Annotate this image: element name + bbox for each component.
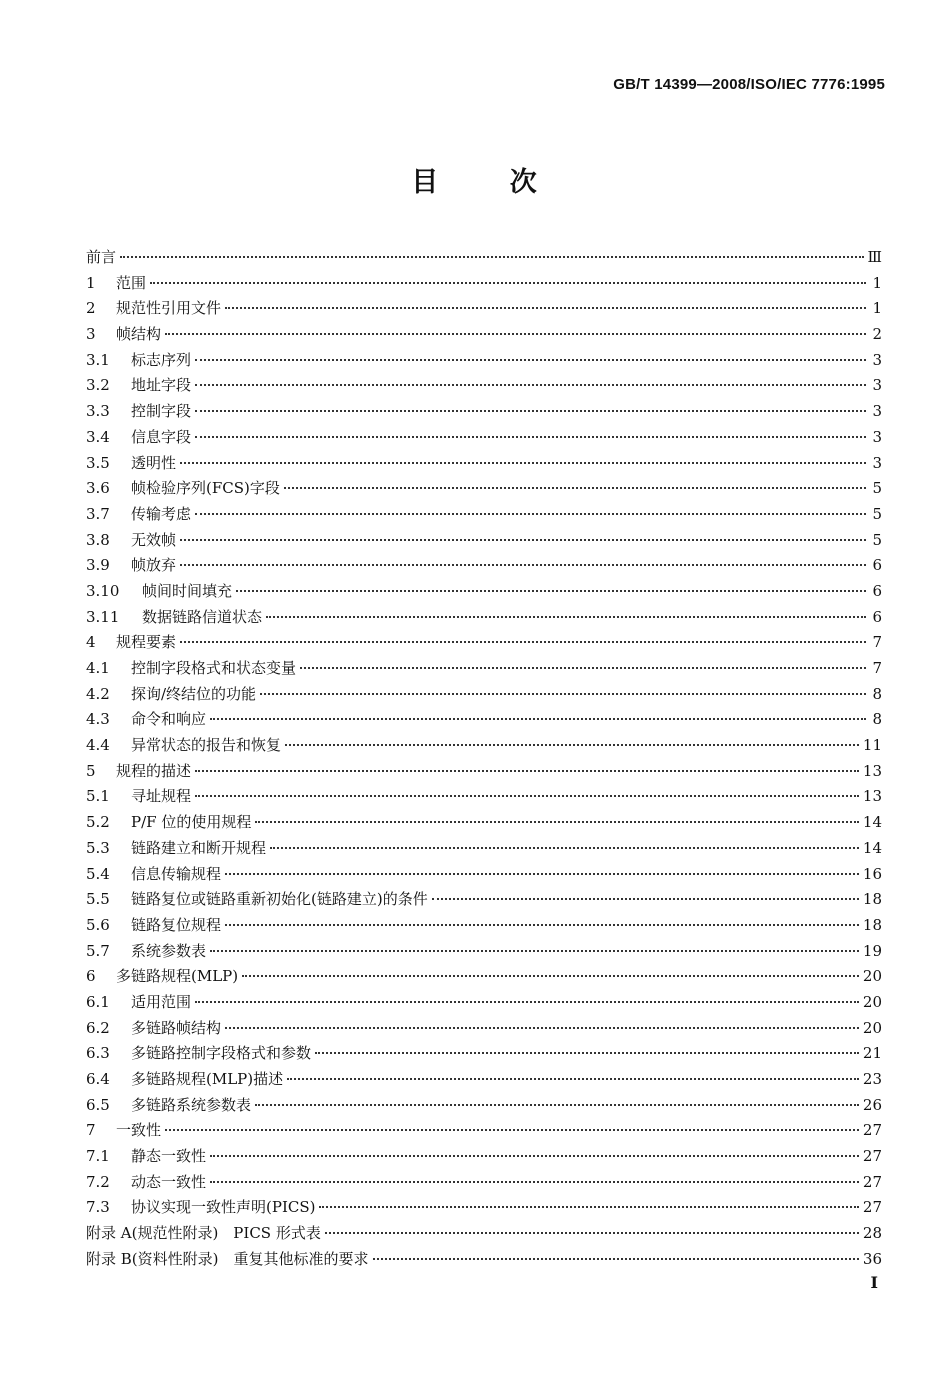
toc-leader-dots <box>260 693 866 695</box>
toc-leader-dots <box>165 1129 859 1131</box>
toc-entry-label: 多链路控制字段格式和参数 <box>131 1044 312 1063</box>
toc-entry-label: 链路复位或链路重新初始化(链路建立)的条件 <box>131 890 428 909</box>
toc-leader-dots <box>195 513 866 515</box>
toc-entry-label: 数据链路信道状态 <box>142 607 263 626</box>
toc-entry-label: 帧放弃 <box>131 556 177 575</box>
toc-entry[interactable] <box>86 502 882 528</box>
toc-entry-label: 适用范围 <box>131 992 192 1011</box>
toc-entry-label: 标志序列 <box>131 350 192 369</box>
toc-leader-dots <box>120 256 864 258</box>
toc-entry-number: 5.4 <box>86 864 110 883</box>
toc-entry-number: 3.1 <box>86 350 110 369</box>
toc-entry-number: 5.3 <box>86 838 110 857</box>
toc-entry-page: 3 <box>872 402 882 421</box>
toc-entry-page: Ⅲ <box>867 248 882 266</box>
toc-entry[interactable] <box>86 810 882 836</box>
toc-entry-page: 18 <box>862 890 882 909</box>
toc-entry-page: 3 <box>872 453 882 472</box>
toc-leader-dots <box>210 1155 859 1157</box>
toc-leader-dots <box>325 1232 859 1234</box>
toc-entry[interactable] <box>86 425 882 451</box>
toc-entry-number: 7.2 <box>86 1172 110 1191</box>
toc-entry-number: 6.2 <box>86 1018 110 1037</box>
toc-entry-page: 1 <box>872 299 882 318</box>
toc-leader-dots <box>266 616 866 618</box>
toc-entry-label: 多链路帧结构 <box>131 1018 222 1037</box>
toc-entry-label: 多链路系统参数表 <box>131 1095 252 1114</box>
toc-entry-page: 26 <box>862 1095 882 1114</box>
toc-leader-dots <box>195 795 859 797</box>
toc-entry[interactable] <box>86 451 882 477</box>
toc-entry[interactable] <box>86 836 882 862</box>
toc-entry-number: 6 <box>86 967 96 986</box>
toc-entry-page: 21 <box>862 1044 882 1063</box>
toc-entry[interactable] <box>86 990 882 1016</box>
toc-leader-dots <box>150 282 866 284</box>
toc-leader-dots <box>225 1027 859 1029</box>
toc-entry-number: 1 <box>86 273 96 292</box>
toc-entry-number: 3.6 <box>86 479 110 498</box>
toc-entry[interactable] <box>86 939 882 965</box>
toc-entry-number: 5 <box>86 761 96 780</box>
toc-entry[interactable] <box>86 1221 882 1247</box>
toc-entry-page: 16 <box>862 864 882 883</box>
toc-entry-number: 7.3 <box>86 1198 110 1217</box>
toc-entry-page: 3 <box>872 376 882 395</box>
toc-leader-dots <box>195 384 866 386</box>
toc-entry[interactable] <box>86 1016 882 1042</box>
toc-leader-dots <box>373 1258 859 1260</box>
toc-entry-label: 透明性 <box>131 453 177 472</box>
toc-entry-number: 6.3 <box>86 1044 110 1063</box>
toc-entry[interactable] <box>86 399 882 425</box>
page-title: 目 次 <box>411 167 539 198</box>
toc-entry-number: 4.1 <box>86 659 110 677</box>
toc-entry-page: 5 <box>872 504 882 523</box>
toc-entry-page: 6 <box>872 607 882 626</box>
toc-entry-label: 前言 <box>86 248 117 266</box>
toc-entry[interactable] <box>86 759 882 785</box>
toc-entry-label: 链路复位规程 <box>131 915 222 934</box>
toc-entry-number: 3.5 <box>86 453 110 472</box>
toc-entry-page: 27 <box>862 1147 882 1166</box>
toc-entry-label: 附录 B(资料性附录) 重复其他标准的要求 <box>86 1249 369 1268</box>
toc-entry-page: 36 <box>862 1249 882 1268</box>
toc-entry-label: 附录 A(规范性附录) PICS 形式表 <box>86 1224 321 1243</box>
toc-entry-page: 8 <box>872 710 882 729</box>
toc-leader-dots <box>255 821 859 823</box>
toc-entry-number: 3.10 <box>86 581 120 600</box>
toc-leader-dots <box>236 590 866 592</box>
toc-entry[interactable] <box>86 1067 882 1093</box>
toc-entry[interactable] <box>86 862 882 888</box>
toc-entry-number: 3.3 <box>86 402 110 421</box>
toc-entry-label: 一致性 <box>116 1121 162 1140</box>
toc-entry[interactable] <box>86 964 882 990</box>
toc-entry-number: 5.1 <box>86 787 110 806</box>
toc-leader-dots <box>225 924 859 926</box>
toc-leader-dots <box>210 718 866 720</box>
toc-entry-label: 命令和响应 <box>131 710 207 729</box>
toc-entry-label: 链路建立和断开规程 <box>131 838 267 857</box>
toc-entry-label: 地址字段 <box>131 376 192 395</box>
toc-entry-number: 4.3 <box>86 710 110 729</box>
table-of-contents <box>86 245 882 1273</box>
toc-entry-number: 4 <box>86 633 96 652</box>
toc-leader-dots <box>180 539 866 541</box>
toc-leader-dots <box>180 641 866 643</box>
toc-entry-number: 7.1 <box>86 1147 110 1166</box>
toc-entry-page: 8 <box>872 684 882 703</box>
toc-leader-dots <box>242 975 859 977</box>
toc-entry[interactable] <box>86 605 882 631</box>
toc-entry-number: 2 <box>86 299 96 318</box>
toc-entry[interactable] <box>86 1144 882 1170</box>
toc-entry-number: 3.7 <box>86 504 110 523</box>
toc-entry-label: 控制字段 <box>131 402 192 421</box>
toc-entry-label: 信息字段 <box>131 427 192 446</box>
toc-entry-number: 5.7 <box>86 941 110 960</box>
toc-leader-dots <box>255 1104 859 1106</box>
toc-entry-number: 3.2 <box>86 376 110 395</box>
toc-entry-number: 7 <box>86 1121 96 1140</box>
toc-entry-label: 规范性引用文件 <box>116 299 222 318</box>
toc-entry-page: 23 <box>862 1070 882 1088</box>
toc-entry[interactable] <box>86 707 882 733</box>
toc-entry-number: 4.4 <box>86 736 110 755</box>
toc-entry-label: 异常状态的报告和恢复 <box>131 736 282 755</box>
toc-entry[interactable] <box>86 733 882 759</box>
toc-entry-page: 3 <box>872 350 882 369</box>
toc-leader-dots <box>284 487 866 489</box>
toc-entry-number: 3.4 <box>86 427 110 446</box>
toc-entry-page: 27 <box>862 1172 882 1191</box>
toc-leader-dots <box>180 462 866 464</box>
toc-entry-page: 5 <box>872 530 882 549</box>
toc-entry-label: 探询/终结位的功能 <box>131 684 257 703</box>
toc-entry-page: 6 <box>872 581 882 600</box>
toc-entry[interactable] <box>86 784 882 810</box>
toc-leader-dots <box>315 1052 859 1054</box>
toc-entry-label: 静态一致性 <box>131 1147 207 1166</box>
toc-entry[interactable] <box>86 630 882 656</box>
toc-leader-dots <box>180 564 866 566</box>
toc-entry-number: 3 <box>86 325 96 344</box>
toc-entry-number: 6.1 <box>86 992 110 1011</box>
toc-entry[interactable] <box>86 271 882 297</box>
standard-code: GB/T 14399—2008/ISO/IEC 7776:1995 <box>613 76 885 93</box>
toc-entry-page: 27 <box>862 1121 882 1140</box>
toc-leader-dots <box>432 898 859 900</box>
toc-entry-number: 3.8 <box>86 530 110 549</box>
toc-entry-page: 5 <box>872 479 882 498</box>
toc-entry-number: 3.9 <box>86 556 110 575</box>
toc-entry-label: 信息传输规程 <box>131 864 222 883</box>
toc-entry-number: 6.5 <box>86 1095 110 1114</box>
toc-leader-dots <box>195 770 859 772</box>
toc-entry-page: 20 <box>862 1018 882 1037</box>
toc-entry[interactable] <box>86 1041 882 1067</box>
toc-leader-dots <box>285 744 859 746</box>
toc-entry-number: 5.2 <box>86 813 110 832</box>
toc-entry[interactable] <box>86 1247 882 1273</box>
toc-leader-dots <box>210 950 859 952</box>
toc-leader-dots <box>225 307 866 309</box>
toc-entry-label: 无效帧 <box>131 530 177 549</box>
toc-leader-dots <box>300 667 866 669</box>
toc-entry-number: 4.2 <box>86 684 110 703</box>
toc-entry-label: 帧检验序列(FCS)字段 <box>131 479 280 498</box>
toc-entry[interactable] <box>86 1093 882 1119</box>
toc-entry-page: 18 <box>862 915 882 934</box>
toc-entry[interactable] <box>86 656 882 682</box>
toc-entry-page: 6 <box>872 556 882 575</box>
toc-entry[interactable] <box>86 553 882 579</box>
toc-leader-dots <box>210 1181 859 1183</box>
toc-entry-page: 1 <box>872 273 882 292</box>
toc-entry[interactable] <box>86 579 882 605</box>
toc-entry[interactable] <box>86 245 882 271</box>
toc-entry[interactable] <box>86 1195 882 1221</box>
toc-entry-page: 3 <box>872 427 882 446</box>
toc-entry[interactable] <box>86 913 882 939</box>
toc-entry-number: 6.4 <box>86 1070 110 1088</box>
toc-entry-number: 5.5 <box>86 890 110 909</box>
toc-entry[interactable] <box>86 296 882 322</box>
toc-entry-label: 帧间时间填充 <box>142 581 233 600</box>
toc-leader-dots <box>165 333 866 335</box>
toc-entry-page: 28 <box>862 1224 882 1243</box>
toc-leader-dots <box>195 1001 859 1003</box>
page-number: I <box>870 1273 878 1292</box>
toc-entry[interactable] <box>86 528 882 554</box>
toc-entry-page: 14 <box>862 838 882 857</box>
toc-entry-page: 7 <box>872 633 882 652</box>
toc-entry-page: 19 <box>862 941 882 960</box>
toc-leader-dots <box>195 436 866 438</box>
toc-entry-label: 协议实现一致性声明(PICS) <box>131 1198 316 1217</box>
toc-entry[interactable] <box>86 1118 882 1144</box>
toc-entry-number: 3.11 <box>86 607 120 626</box>
toc-entry[interactable] <box>86 322 882 348</box>
toc-entry[interactable] <box>86 373 882 399</box>
toc-leader-dots <box>225 873 859 875</box>
toc-leader-dots <box>319 1206 858 1208</box>
toc-leader-dots <box>195 410 866 412</box>
toc-entry-label: 范围 <box>116 273 147 292</box>
toc-entry-label: 动态一致性 <box>131 1172 207 1191</box>
toc-entry-label: 传输考虑 <box>131 504 192 523</box>
toc-entry-page: 2 <box>872 325 882 344</box>
toc-entry[interactable] <box>86 1170 882 1196</box>
toc-entry[interactable] <box>86 348 882 374</box>
toc-entry-label: 多链路规程(MLP) <box>116 967 239 986</box>
toc-entry-label: 多链路规程(MLP)描述 <box>131 1070 284 1088</box>
toc-entry-label: P/F 位的使用规程 <box>131 813 252 832</box>
toc-entry-label: 帧结构 <box>116 325 162 344</box>
toc-entry[interactable] <box>86 887 882 913</box>
toc-entry-page: 20 <box>862 992 882 1011</box>
toc-entry-label: 系统参数表 <box>131 941 207 960</box>
toc-entry-number: 5.6 <box>86 915 110 934</box>
toc-entry[interactable] <box>86 682 882 708</box>
toc-entry-label: 规程要素 <box>116 633 177 652</box>
toc-entry-page: 13 <box>862 787 882 806</box>
toc-leader-dots <box>270 847 859 849</box>
toc-entry-page: 11 <box>862 736 882 755</box>
toc-entry-page: 14 <box>862 813 882 832</box>
toc-entry-page: 7 <box>872 659 882 677</box>
toc-entry-label: 控制字段格式和状态变量 <box>131 659 297 677</box>
toc-leader-dots <box>287 1078 859 1080</box>
toc-entry[interactable] <box>86 476 882 502</box>
toc-leader-dots <box>195 359 866 361</box>
toc-entry-page: 13 <box>862 761 882 780</box>
toc-entry-page: 20 <box>862 967 882 986</box>
toc-entry-label: 规程的描述 <box>116 761 192 780</box>
toc-entry-page: 27 <box>862 1198 882 1217</box>
toc-entry-label: 寻址规程 <box>131 787 192 806</box>
